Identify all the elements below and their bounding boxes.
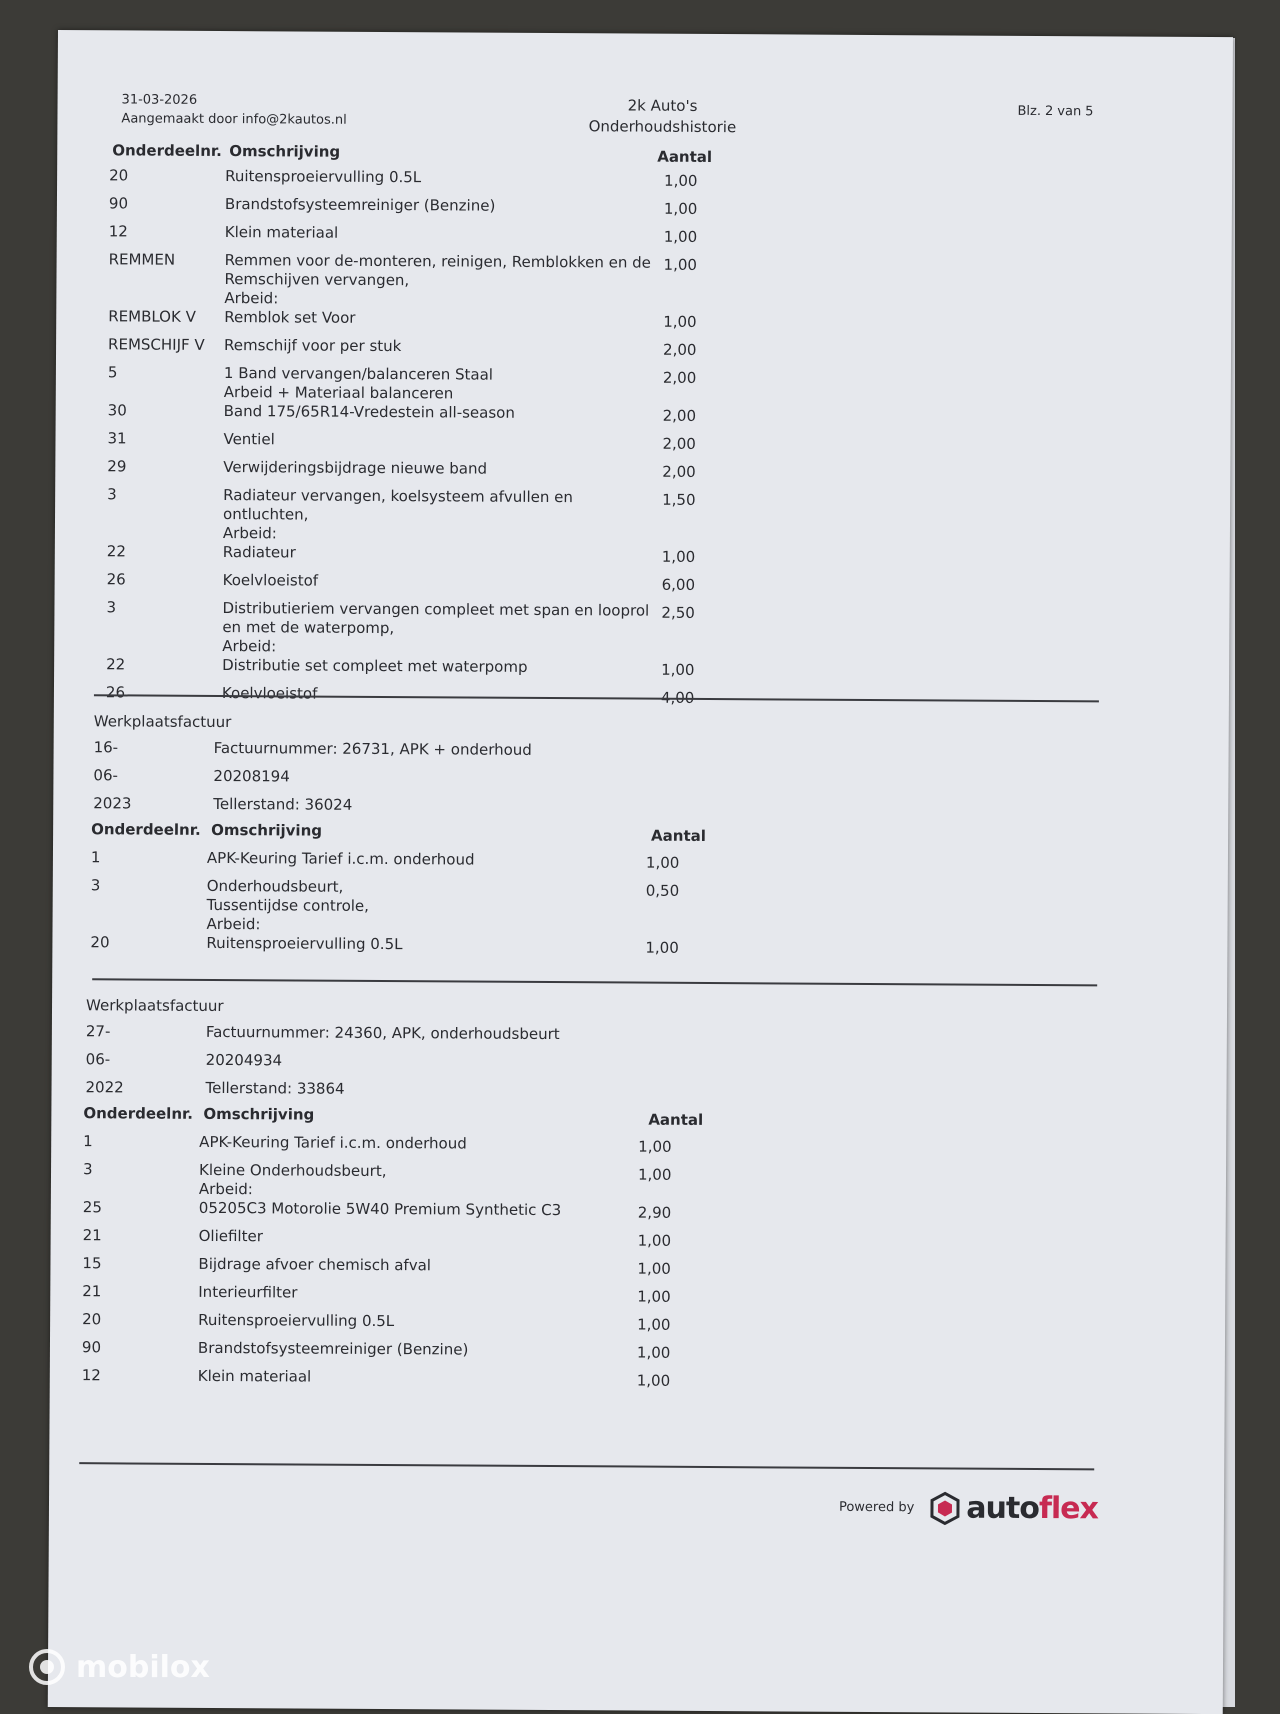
part-quantity: 1,00 — [663, 312, 697, 331]
mobilox-watermark: mobilox — [28, 1648, 210, 1686]
section-divider — [92, 978, 1097, 986]
table-row — [90, 848, 731, 872]
section1-odometer: Tellerstand: 36024 — [213, 794, 353, 814]
description-line: 05205C3 Motorolie 5W40 Premium Synthetic C3 — [198, 1198, 562, 1220]
part-number: 20 — [109, 166, 129, 185]
part-description — [222, 599, 662, 659]
part-description — [222, 656, 662, 678]
part-description — [224, 251, 664, 311]
description-line: Band 175/65R14-Vredestein all-season — [223, 402, 515, 422]
part-quantity: 1,00 — [663, 199, 698, 218]
part-number: 30 — [107, 401, 127, 420]
part-description — [199, 1227, 639, 1249]
table-row — [82, 1282, 722, 1306]
table-row — [105, 683, 746, 707]
description-line: Arbeid + Materiaal balanceren — [223, 383, 454, 403]
col-header-qty: Aantal — [657, 147, 713, 166]
part-number: 3 — [106, 598, 117, 617]
autoflex-logo-text: autoflex — [966, 1490, 1099, 1527]
description-line: Brandstofsysteemreiniger (Benzine) — [224, 195, 496, 215]
part-description — [223, 571, 663, 593]
company-name: 2k Auto's — [627, 96, 698, 115]
table-row — [106, 598, 747, 656]
table-row — [82, 1160, 723, 1199]
section2-invoice: Factuurnummer: 24360, APK, onderhoudsbeurt — [205, 1022, 560, 1044]
header-left — [121, 90, 347, 129]
description-line: Radiateur vervangen, koelsysteem afvullen en — [223, 486, 573, 507]
table-row — [81, 1338, 722, 1362]
col-header-part: Onderdeelnr. — [91, 820, 201, 839]
part-number: 1 — [90, 848, 101, 867]
section2-odometer: Tellerstand: 33864 — [205, 1078, 345, 1098]
description-line: Remschijf voor per stuk — [224, 336, 402, 356]
description-line: ontluchten, — [222, 505, 309, 524]
created-by: Aangemaakt door info@2kautos.nl — [121, 111, 347, 128]
part-quantity: 1,00 — [638, 1137, 672, 1156]
description-line: Ventiel — [223, 430, 275, 449]
description-line: Distributieriem vervangen compleet met span en looprol — [222, 599, 650, 620]
description-line: Klein materiaal — [224, 223, 339, 242]
description-line: Koelvloeistof — [222, 571, 319, 590]
part-number: 22 — [106, 542, 126, 561]
part-number: 90 — [108, 194, 129, 213]
document-page — [48, 30, 1233, 1714]
part-quantity: 1,00 — [637, 1231, 672, 1250]
description-line: Verwijderingsbijdrage nieuwe band — [223, 458, 488, 478]
part-description — [223, 430, 663, 452]
part-description — [206, 934, 646, 956]
part-description — [207, 849, 647, 871]
autoflex-logo-icon — [928, 1491, 962, 1525]
description-line: Radiateur — [222, 543, 296, 562]
table-row — [106, 570, 747, 594]
footer — [839, 1490, 1098, 1527]
part-description — [223, 486, 663, 546]
part-description — [198, 1255, 638, 1277]
part-number: 1 — [83, 1132, 93, 1151]
part-quantity: 1,00 — [637, 1259, 671, 1278]
section2-date: 27-06-2022 — [85, 1022, 124, 1097]
description-line: en met de waterpomp, — [222, 618, 395, 638]
description-line: Arbeid: — [206, 914, 261, 934]
part-number: REMBLOK V — [108, 307, 196, 326]
part-quantity: 1,00 — [645, 853, 680, 872]
part-quantity: 1,00 — [637, 1287, 671, 1306]
part-quantity: 2,00 — [662, 434, 696, 453]
part-number: 5 — [107, 363, 118, 382]
table-row — [108, 250, 749, 308]
table-row — [108, 222, 749, 246]
powered-by-label: Powered by — [838, 1499, 915, 1516]
section2-reference: 20204934 — [205, 1050, 283, 1070]
table-row — [109, 166, 749, 190]
part-quantity: 6,00 — [661, 575, 696, 594]
part-quantity: 1,00 — [637, 1165, 672, 1184]
part-quantity: 2,00 — [662, 462, 696, 481]
part-quantity: 1,00 — [661, 547, 696, 566]
part-description — [199, 1133, 639, 1155]
description-line: Klein materiaal — [197, 1366, 312, 1386]
part-quantity: 2,90 — [637, 1203, 672, 1222]
part-description — [224, 364, 664, 405]
part-description — [225, 167, 665, 189]
col-header-part: Onderdeelnr. — [112, 141, 222, 161]
part-description — [225, 223, 665, 245]
part-quantity: 2,00 — [663, 340, 697, 359]
part-description — [198, 1339, 638, 1361]
section1-date: 16-06-2023 — [93, 738, 132, 813]
description-line: 1 Band vervangen/balanceren Staal — [223, 364, 494, 384]
description-line: Arbeid: — [224, 289, 279, 308]
table-row — [107, 429, 748, 453]
part-number: REMSCHIJF V — [108, 335, 205, 354]
description-line: Tussentijdse controle, — [206, 895, 370, 915]
part-number: 29 — [107, 457, 127, 476]
table-row — [82, 1310, 722, 1334]
description-line: Koelvloeistof — [221, 684, 318, 703]
part-number: 3 — [82, 1160, 93, 1179]
col-header-qty: Aantal — [651, 826, 706, 845]
part-number: 26 — [105, 683, 126, 702]
table-row — [90, 876, 731, 934]
description-line: Remblok set Voor — [224, 308, 356, 327]
print-date: 31-03-2026 — [121, 92, 198, 108]
description-line: Ruitensproeiervulling 0.5L — [198, 1310, 395, 1331]
part-quantity: 2,00 — [662, 368, 697, 387]
description-line: Distributie set compleet met waterpomp — [222, 656, 528, 676]
description-line: Arbeid: — [198, 1179, 253, 1199]
part-description — [199, 1161, 639, 1202]
table-row — [107, 485, 747, 543]
part-number: 12 — [81, 1366, 101, 1385]
part-quantity: 1,00 — [663, 227, 698, 246]
table-row — [81, 1366, 722, 1390]
page-indicator: Blz. 2 van 5 — [1017, 103, 1094, 120]
table-row — [82, 1226, 723, 1250]
part-number: 3 — [90, 876, 101, 895]
description-line: Remschijven vervangen, — [224, 270, 410, 290]
part-quantity: 1,00 — [663, 255, 698, 274]
part-description — [224, 402, 664, 424]
part-quantity: 2,50 — [661, 603, 695, 622]
header-center — [497, 95, 827, 139]
col-header-desc: Omschrijving — [211, 820, 323, 840]
part-quantity: 1,50 — [662, 490, 696, 509]
part-quantity: 1,00 — [636, 1343, 671, 1362]
table-row — [108, 194, 749, 218]
report-title: Onderhoudshistorie — [588, 117, 737, 137]
part-description — [223, 458, 663, 480]
description-line: Onderhoudsbeurt, — [206, 876, 344, 896]
description-line: Ruitensproeiervulling 0.5L — [206, 933, 403, 954]
section1-invoice: Factuurnummer: 26731, APK + onderhoud — [213, 738, 532, 759]
part-quantity: 1,00 — [637, 1315, 671, 1334]
part-description — [198, 1367, 638, 1389]
table-row — [83, 1132, 723, 1156]
table-row — [107, 457, 747, 481]
part-number: 90 — [81, 1338, 102, 1357]
description-line: Remmen voor de-monteren, reinigen, Remblokken en de — [224, 251, 651, 272]
part-number: 31 — [107, 429, 127, 448]
table-row — [107, 363, 748, 403]
part-quantity: 1,00 — [661, 660, 695, 679]
part-number: 15 — [82, 1254, 102, 1273]
description-line: Arbeid: — [222, 524, 277, 543]
description-line: APK-Keuring Tarief i.c.m. onderhoud — [206, 848, 475, 869]
part-description — [224, 308, 664, 330]
part-number: 21 — [82, 1282, 102, 1301]
col-header-part: Onderdeelnr. — [83, 1104, 194, 1123]
part-number: 22 — [106, 655, 126, 674]
description-line: Kleine Onderhoudsbeurt, — [198, 1160, 387, 1181]
col-header-desc: Omschrijving — [229, 142, 341, 161]
col-header-desc: Omschrijving — [203, 1104, 315, 1124]
mobilox-logo-icon — [28, 1648, 66, 1686]
part-description — [198, 1283, 638, 1305]
part-number: REMMEN — [108, 250, 176, 269]
table-row — [108, 335, 748, 359]
part-quantity: 1,00 — [645, 938, 679, 957]
part-quantity: 1,00 — [636, 1371, 671, 1390]
part-quantity: 2,00 — [662, 406, 697, 425]
description-line: Arbeid: — [222, 637, 277, 656]
part-number: 20 — [82, 1310, 102, 1329]
part-description — [224, 336, 664, 358]
footer-divider — [79, 1462, 1094, 1470]
part-number: 26 — [106, 570, 126, 589]
description-line: Bijdrage afvoer chemisch afval — [198, 1254, 432, 1275]
col-header-qty: Aantal — [648, 1110, 704, 1129]
part-description — [225, 195, 665, 217]
part-description — [199, 1199, 639, 1221]
part-number: 25 — [82, 1198, 102, 1217]
section1-title: Werkplaatsfactuur — [93, 712, 232, 732]
part-description — [223, 543, 663, 565]
part-number: 12 — [108, 222, 128, 241]
table-row — [82, 1254, 723, 1278]
part-quantity: 4,00 — [660, 688, 695, 707]
description-line: Ruitensproeiervulling 0.5L — [225, 167, 422, 187]
section1-reference: 20208194 — [213, 766, 290, 786]
description-line: Oliefilter — [198, 1226, 263, 1246]
part-quantity: 0,50 — [645, 881, 680, 900]
part-number: 3 — [107, 485, 117, 504]
part-description — [198, 1311, 638, 1333]
part-description — [206, 877, 646, 937]
part-quantity: 1,00 — [664, 171, 698, 190]
description-line: Brandstofsysteemreiniger (Benzine) — [197, 1338, 469, 1359]
section2-title: Werkplaatsfactuur — [85, 996, 224, 1016]
description-line: APK-Keuring Tarief i.c.m. onderhoud — [199, 1132, 467, 1153]
part-number: 21 — [82, 1226, 102, 1245]
part-number: 20 — [90, 933, 110, 952]
description-line: Interieurfilter — [198, 1282, 298, 1302]
